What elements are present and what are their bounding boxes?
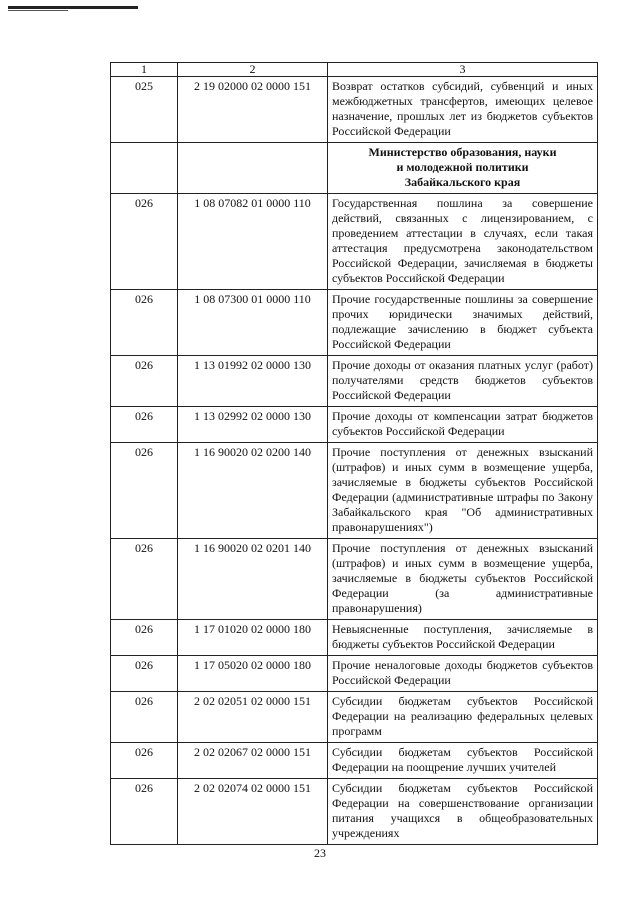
budget-code-cell: 2 02 02067 02 0000 151 xyxy=(178,743,328,779)
admin-code-cell: 026 xyxy=(111,779,178,845)
description-cell: Прочие поступления от денежных взысканий (штрафов) и иных сумм в возмещение ущерба, зачисляемые в бюджеты субъектов Российской Федерации (административные штрафы по Закону Забайкальского края "Об административных правонарушениях") xyxy=(328,443,598,539)
table-row xyxy=(111,779,598,845)
admin-code-cell: 026 xyxy=(111,656,178,692)
header-col-2: 2 xyxy=(178,63,328,77)
budget-code-cell: 1 13 02992 02 0000 130 xyxy=(178,407,328,443)
admin-code-cell: 026 xyxy=(111,290,178,356)
table-row xyxy=(111,743,598,779)
section-row xyxy=(111,143,598,194)
admin-code-cell: 026 xyxy=(111,443,178,539)
description-cell: Прочие доходы от компенсации затрат бюджетов субъектов Российской Федерации xyxy=(328,407,598,443)
empty-cell xyxy=(178,143,328,194)
table-row xyxy=(111,656,598,692)
section-title-line-1: Министерство образования, науки xyxy=(368,145,557,159)
header-col-1: 1 xyxy=(111,63,178,77)
top-rule-thin xyxy=(8,10,68,11)
table-row xyxy=(111,539,598,620)
empty-cell xyxy=(111,143,178,194)
description-cell: Субсидии бюджетам субъектов Российской Федерации на совершенствование организации питания учащихся в общеобразовательных учреждениях xyxy=(328,779,598,845)
description-cell: Возврат остатков субсидий, субвенций и иных межбюджетных трансфертов, имеющих целевое назначение, прошлых лет из бюджетов субъектов Российской Федерации xyxy=(328,77,598,143)
header-col-3: 3 xyxy=(328,63,598,77)
table-header-row xyxy=(111,63,598,77)
page-number: 23 xyxy=(314,846,326,860)
admin-code-cell: 025 xyxy=(111,77,178,143)
budget-code-cell: 2 19 02000 02 0000 151 xyxy=(178,77,328,143)
table-row xyxy=(111,620,598,656)
section-title xyxy=(328,143,598,194)
top-rule xyxy=(8,6,138,9)
table-row xyxy=(111,356,598,407)
description-cell: Невыясненные поступления, зачисляемые в бюджеты субъектов Российской Федерации xyxy=(328,620,598,656)
admin-code-cell: 026 xyxy=(111,356,178,407)
budget-codes-table xyxy=(110,62,598,845)
budget-code-cell: 2 02 02074 02 0000 151 xyxy=(178,779,328,845)
description-cell: Субсидии бюджетам субъектов Российской Федерации на поощрение лучших учителей xyxy=(328,743,598,779)
budget-code-cell: 1 08 07300 01 0000 110 xyxy=(178,290,328,356)
budget-code-cell: 1 08 07082 01 0000 110 xyxy=(178,194,328,290)
table-row xyxy=(111,692,598,743)
description-cell: Субсидии бюджетам субъектов Российской Федерации на реализацию федеральных целевых программ xyxy=(328,692,598,743)
admin-code-cell: 026 xyxy=(111,407,178,443)
budget-code-cell: 1 17 05020 02 0000 180 xyxy=(178,656,328,692)
table-row xyxy=(111,443,598,539)
section-title-line-2: и молодежной политики xyxy=(396,160,529,174)
description-cell: Прочие доходы от оказания платных услуг (работ) получателями средств бюджетов субъектов Российской Федерации xyxy=(328,356,598,407)
description-cell: Государственная пошлина за совершение действий, связанных с лицензированием, с проведением аттестации в случаях, если такая аттестация предусмотрена законодательством Российской Федерации, зачисляемая в бюджеты субъектов Российской Федерации xyxy=(328,194,598,290)
budget-code-cell: 1 17 01020 02 0000 180 xyxy=(178,620,328,656)
budget-code-cell: 2 02 02051 02 0000 151 xyxy=(178,692,328,743)
admin-code-cell: 026 xyxy=(111,194,178,290)
table-row xyxy=(111,194,598,290)
admin-code-cell: 026 xyxy=(111,539,178,620)
description-cell: Прочие поступления от денежных взысканий (штрафов) и иных сумм в возмещение ущерба, зачисляемые в бюджеты субъектов Российской Федерации (за административные правонарушения) xyxy=(328,539,598,620)
admin-code-cell: 026 xyxy=(111,743,178,779)
table-row xyxy=(111,407,598,443)
table-row xyxy=(111,77,598,143)
table-row xyxy=(111,290,598,356)
budget-code-cell: 1 16 90020 02 0200 140 xyxy=(178,443,328,539)
budget-code-cell: 1 13 01992 02 0000 130 xyxy=(178,356,328,407)
section-title-line-3: Забайкальского края xyxy=(404,175,521,189)
description-cell: Прочие неналоговые доходы бюджетов субъектов Российской Федерации xyxy=(328,656,598,692)
admin-code-cell: 026 xyxy=(111,620,178,656)
budget-code-cell: 1 16 90020 02 0201 140 xyxy=(178,539,328,620)
description-cell: Прочие государственные пошлины за совершение прочих юридически значимых действий, подлежащие зачислению в бюджет субъекта Российской Федерации xyxy=(328,290,598,356)
admin-code-cell: 026 xyxy=(111,692,178,743)
